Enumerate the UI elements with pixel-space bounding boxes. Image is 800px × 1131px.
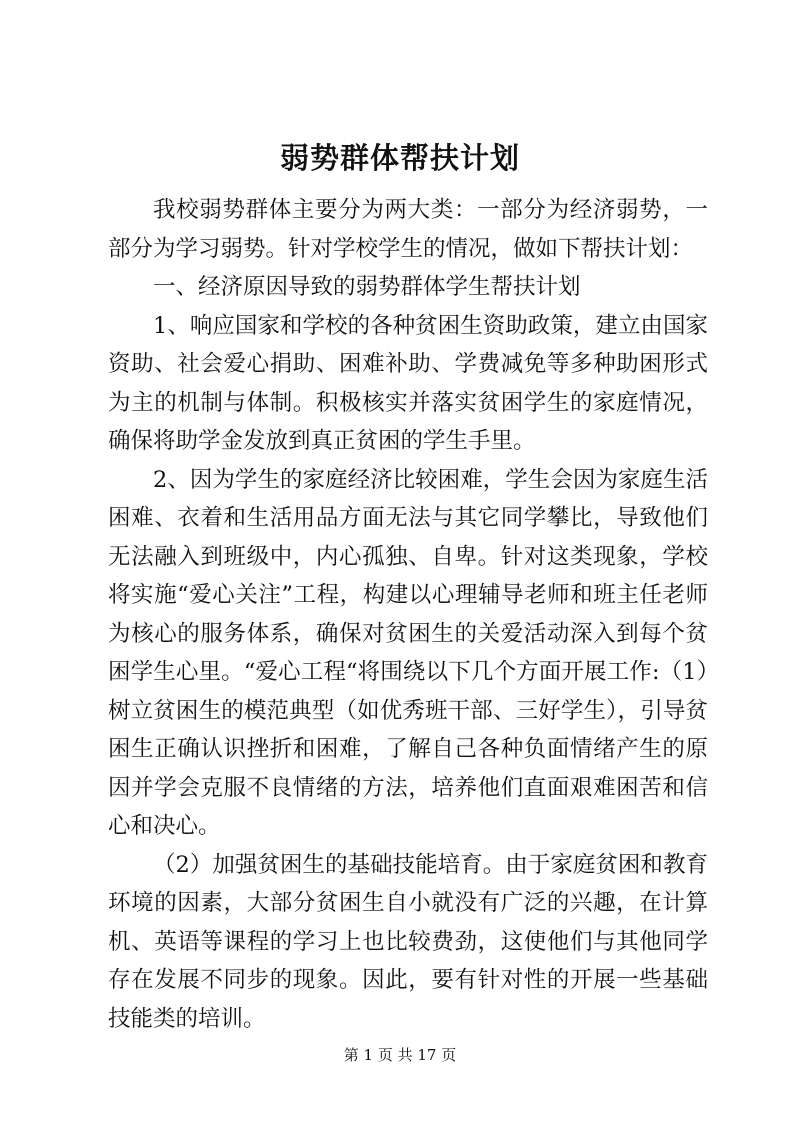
paragraph-item-2: 2、因为学生的家庭经济比较困难，学生会因为家庭生活困难、衣着和生活用品方面无法与其它同学攀比，导致他们无法融入到班级中，内心孤独、自卑。针对这类现象，学校将实施“爱心关注”工程，构建以心理辅导老师和班主任老师为核心的服务体系，确保对贫困生的关爱活动深入到每个贫困学生心里。“爱心工程“将围绕以下几个方面开展工作:（1）树立贫困生的模范典型（如优秀班干部、三好学生），引导贫困生正确认识挫折和困难，了解自己各种负面情绪产生的原因并学会克服不良情绪的方法，培养他们直面艰难困苦和信心和决心。	[108, 466, 708, 839]
paragraph-subitem-2: （2）加强贫困生的基础技能培育。由于家庭贫困和教育环境的因素，大部分贫困生自小就没有广泛的兴趣，在计算机、英语等课程的学习上也比较费劲，这使他们与其他同学存在发展不同步的现象。因此，要有针对性的开展一些基础技能类的培训。	[108, 851, 708, 1032]
page-footer: 第 1 页 共 17 页	[343, 1046, 457, 1064]
paragraph-intro: 我校弱势群体主要分为两大类：一部分为经济弱势，一部分为学习弱势。针对学校学生的情况，做如下帮扶计划：	[108, 197, 708, 262]
paragraph-item-1: 1、响应国家和学校的各种贫困生资助政策，建立由国家资助、社会爱心捐助、困难补助、学费减免等多种助困形式为主的机制与体制。积极核实并落实贫困学生的家庭情况，确保将助学金发放到真正贫困的学生手里。	[108, 312, 708, 454]
paragraph-section-heading: 一、经济原因导致的弱势群体学生帮扶计划	[153, 274, 581, 300]
document-body	[108, 191, 708, 1038]
document-title: 弱势群体帮扶计划	[279, 141, 520, 175]
